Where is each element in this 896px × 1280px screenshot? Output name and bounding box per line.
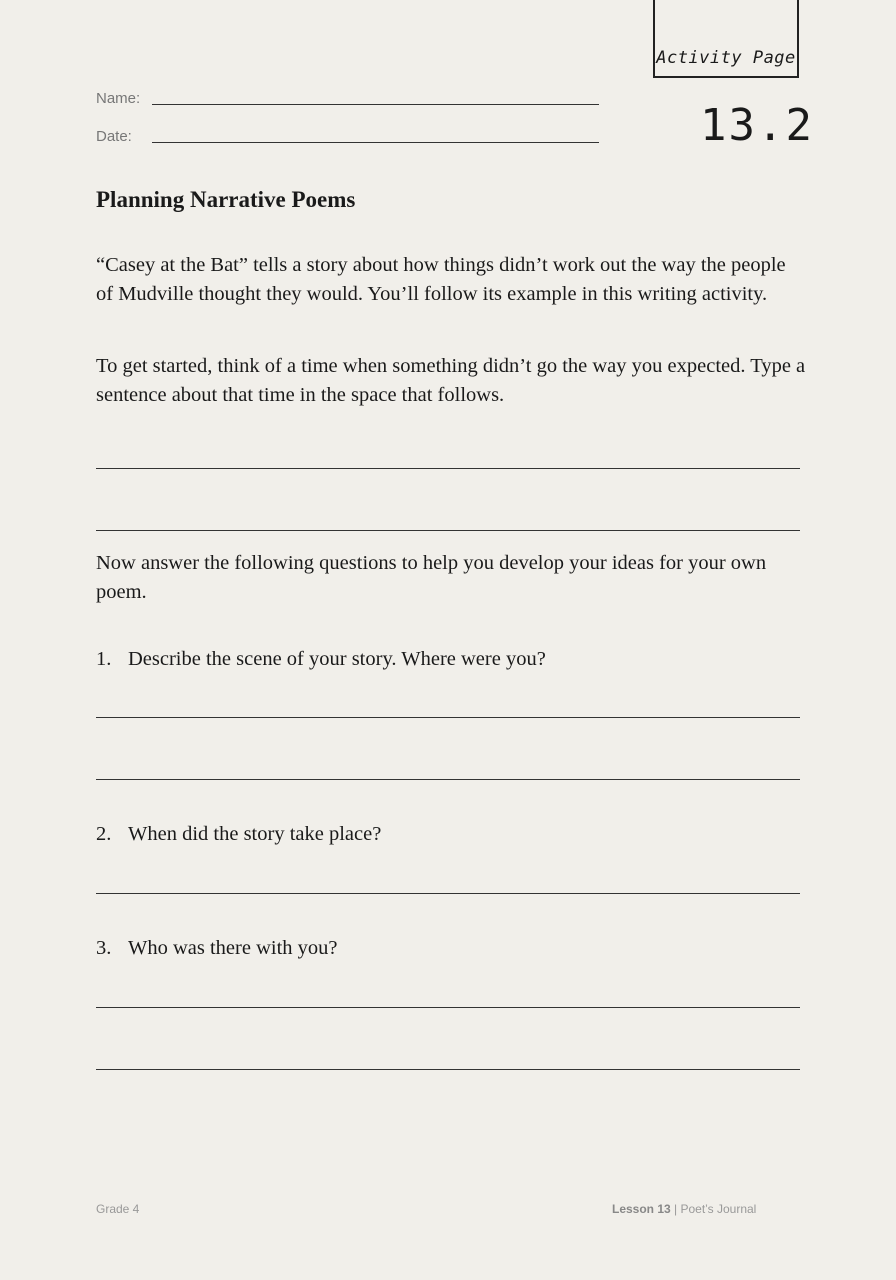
answer-line-q2-1[interactable] [96,893,800,894]
intro-paragraph-1: “Casey at the Bat” tells a story about how things didn’t work out the way the people of Mudville thought they would. You’ll follow its example in this writing activity. [96,254,786,305]
name-field[interactable] [152,104,599,105]
date-field-row [96,128,132,145]
name-label: Name: [96,90,141,107]
date-label: Date: [96,128,132,145]
question-2-number: 2. [96,823,112,845]
footer-lesson [612,1202,756,1216]
question-3-text: Who was there with you? [128,937,338,959]
footer-grade: Grade 4 [96,1202,140,1216]
footer-book-title: Poet’s Journal [680,1202,757,1216]
question-3 [96,937,338,960]
intro-paragraph-3: Now answer the following questions to help you develop your ideas for your own poem. [96,552,767,603]
question-2-text: When did the story take place? [128,823,382,845]
answer-line-q3-1[interactable] [96,1007,800,1008]
question-1 [96,648,546,671]
question-1-number: 1. [96,648,112,670]
answer-line-q1-1[interactable] [96,717,800,718]
question-3-number: 3. [96,937,112,959]
answer-line-q3-2[interactable] [96,1069,800,1070]
footer-lesson-number: Lesson 13 [612,1202,671,1216]
date-field[interactable] [152,142,599,143]
activity-page-label: Activity Page [656,48,796,68]
footer-separator: | [670,1202,681,1216]
question-2 [96,823,381,846]
question-1-text: Describe the scene of your story. Where were you? [128,648,546,670]
answer-line-intro-1[interactable] [96,468,800,469]
answer-line-q1-2[interactable] [96,779,800,780]
activity-page-box [653,0,799,78]
activity-number: 13.2 [700,100,814,151]
intro-paragraph-2: To get started, think of a time when something didn’t go the way you expected. Type a sentence about that time in the space that follows. [96,355,806,406]
page-title: Planning Narrative Poems [96,187,356,212]
name-field-row [96,90,140,107]
answer-line-intro-2[interactable] [96,530,800,531]
